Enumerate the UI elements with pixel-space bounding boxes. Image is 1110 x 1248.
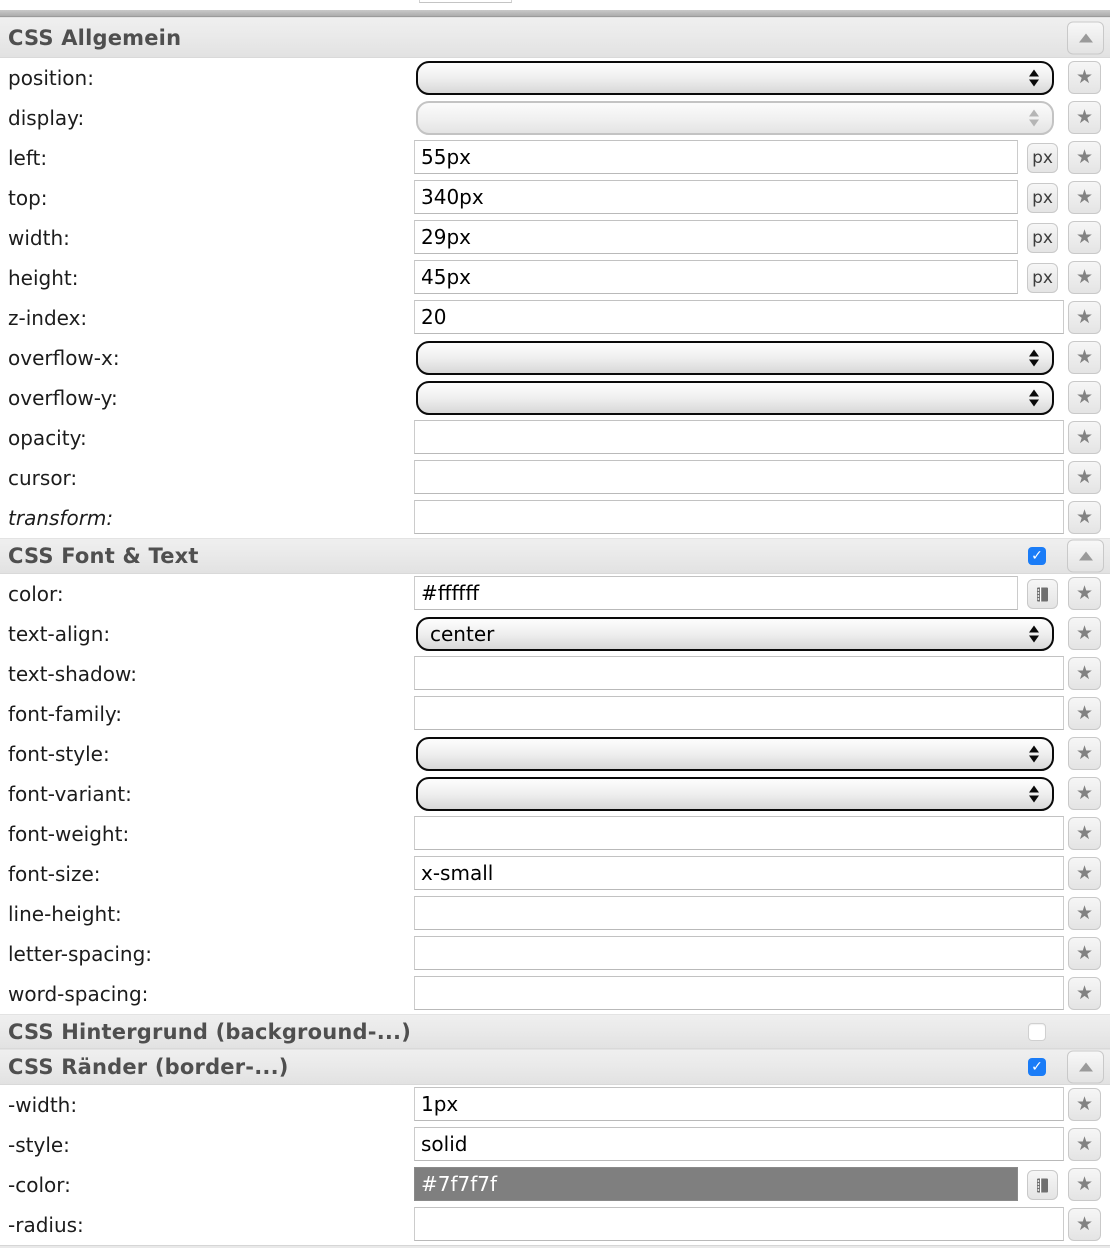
arrow-up-icon <box>1029 786 1039 793</box>
section-enable-checkbox[interactable] <box>1028 1023 1046 1041</box>
row-color <box>0 574 1110 614</box>
row-border-radius <box>0 1205 1110 1245</box>
arrow-down-icon <box>1029 796 1039 803</box>
section-header-css-r-nder-border-- <box>0 1049 1110 1085</box>
star-icon: ★ <box>1075 67 1094 88</box>
star-icon: ★ <box>1075 583 1094 604</box>
select-arrows-icon <box>1029 110 1039 127</box>
star-icon: ★ <box>1075 427 1094 448</box>
property-label-transform: transform: <box>8 506 114 530</box>
section-title: CSS Ränder (border-...) <box>8 1055 289 1079</box>
select-arrows-icon <box>1029 746 1039 763</box>
row-font-size <box>0 854 1110 894</box>
font-family-input[interactable] <box>414 696 1064 730</box>
width-input[interactable] <box>414 220 1018 254</box>
section-title: CSS Font & Text <box>8 544 199 568</box>
star-icon: ★ <box>1075 187 1094 208</box>
letter-spacing-input[interactable] <box>414 936 1064 970</box>
property-label-border-style: -style: <box>8 1133 70 1157</box>
font-weight-favorite-button[interactable] <box>1068 817 1101 850</box>
star-icon: ★ <box>1075 703 1094 724</box>
checkmark-icon: ✓ <box>1031 1059 1043 1075</box>
section-css-hintergrund-background-- <box>0 1014 1110 1049</box>
word-spacing-input[interactable] <box>414 976 1064 1010</box>
section-title: CSS Hintergrund (background-...) <box>8 1019 412 1044</box>
star-icon: ★ <box>1075 663 1094 684</box>
arrow-down-icon <box>1029 756 1039 763</box>
select-arrows-icon <box>1029 786 1039 803</box>
font-size-favorite-button[interactable] <box>1068 857 1101 890</box>
select-arrows-icon <box>1029 350 1039 367</box>
row-font-variant <box>0 774 1110 814</box>
section-collapse-button[interactable] <box>1067 1051 1104 1084</box>
row-letter-spacing <box>0 934 1110 974</box>
cursor-input[interactable] <box>414 460 1064 494</box>
font-variant-favorite-button[interactable] <box>1068 777 1101 810</box>
star-icon: ★ <box>1075 507 1094 528</box>
opacity-favorite-button[interactable] <box>1068 421 1101 454</box>
arrow-up-icon <box>1029 626 1039 633</box>
line-height-input[interactable] <box>414 896 1064 930</box>
star-icon: ★ <box>1075 943 1094 964</box>
property-label-opacity: opacity: <box>8 426 87 450</box>
star-icon: ★ <box>1075 1134 1094 1155</box>
position-favorite-button[interactable] <box>1068 61 1101 94</box>
color-swatch-icon <box>1034 586 1051 603</box>
star-icon: ★ <box>1075 623 1094 644</box>
star-icon: ★ <box>1075 863 1094 884</box>
border-width-favorite-button[interactable] <box>1068 1088 1101 1121</box>
color-input[interactable] <box>414 576 1018 610</box>
property-label-border-color: -color: <box>8 1173 71 1197</box>
row-word-spacing <box>0 974 1110 1014</box>
star-icon: ★ <box>1075 1174 1094 1195</box>
property-label-word-spacing: word-spacing: <box>8 982 149 1006</box>
star-icon: ★ <box>1075 743 1094 764</box>
border-color-favorite-button[interactable] <box>1068 1168 1101 1201</box>
row-position <box>0 58 1110 98</box>
row-top <box>0 178 1110 218</box>
star-icon: ★ <box>1075 227 1094 248</box>
width-unit-button[interactable]: px <box>1027 223 1058 253</box>
property-label-cursor: cursor: <box>8 466 78 490</box>
border-width-input[interactable] <box>414 1087 1064 1121</box>
chevron-up-icon <box>1079 33 1093 42</box>
property-label-overflow-x: overflow-x: <box>8 346 120 370</box>
left-favorite-button[interactable] <box>1068 141 1101 174</box>
row-cursor <box>0 458 1110 498</box>
star-icon: ★ <box>1075 347 1094 368</box>
property-label-color: color: <box>8 582 64 606</box>
height-input[interactable] <box>414 260 1018 294</box>
row-font-family <box>0 694 1110 734</box>
property-label-left: left: <box>8 146 48 170</box>
text-shadow-input[interactable] <box>414 656 1064 690</box>
select-arrows-icon <box>1029 626 1039 643</box>
row-border-color <box>0 1165 1110 1205</box>
section-css-font-text <box>0 538 1110 1014</box>
property-label-border-radius: -radius: <box>8 1213 84 1237</box>
font-weight-input[interactable] <box>414 816 1064 850</box>
star-icon: ★ <box>1075 267 1094 288</box>
text-align-select-value: center <box>430 622 495 646</box>
property-label-font-weight: font-weight: <box>8 822 130 846</box>
border-color-color-picker-button[interactable] <box>1027 1170 1058 1200</box>
arrow-down-icon <box>1029 120 1039 127</box>
top-unit-button[interactable]: px <box>1027 183 1058 213</box>
property-label-line-height: line-height: <box>8 902 122 926</box>
arrow-up-icon <box>1029 350 1039 357</box>
border-radius-favorite-button[interactable] <box>1068 1208 1101 1241</box>
property-label-z-index: z-index: <box>8 306 88 330</box>
star-icon: ★ <box>1075 1094 1094 1115</box>
arrow-up-icon <box>1029 70 1039 77</box>
section-header-css-font-text <box>0 538 1110 574</box>
font-variant-select[interactable] <box>416 777 1054 811</box>
row-line-height <box>0 894 1110 934</box>
overflow-x-favorite-button[interactable] <box>1068 341 1101 374</box>
star-icon: ★ <box>1075 307 1094 328</box>
left-unit-button[interactable]: px <box>1027 143 1058 173</box>
arrow-up-icon <box>1029 746 1039 753</box>
display-favorite-button[interactable] <box>1068 101 1101 134</box>
row-overflow-y <box>0 378 1110 418</box>
z-index-favorite-button[interactable] <box>1068 301 1101 334</box>
section-collapse-button[interactable] <box>1067 21 1104 54</box>
line-height-favorite-button[interactable] <box>1068 897 1101 930</box>
overflow-y-select[interactable] <box>416 381 1054 415</box>
arrow-up-icon <box>1029 390 1039 397</box>
property-label-height: height: <box>8 266 79 290</box>
property-label-width: width: <box>8 226 70 250</box>
arrow-down-icon <box>1029 636 1039 643</box>
text-align-favorite-button[interactable] <box>1068 617 1101 650</box>
row-border-width <box>0 1085 1110 1125</box>
property-label-position: position: <box>8 66 94 90</box>
property-label-border-width: -width: <box>8 1093 78 1117</box>
select-arrows-icon <box>1029 70 1039 87</box>
text-align-select[interactable] <box>416 617 1054 651</box>
property-label-overflow-y: overflow-y: <box>8 386 118 410</box>
star-icon: ★ <box>1075 387 1094 408</box>
row-text-align <box>0 614 1110 654</box>
border-style-favorite-button[interactable] <box>1068 1128 1101 1161</box>
letter-spacing-favorite-button[interactable] <box>1068 937 1101 970</box>
font-style-select[interactable] <box>416 737 1054 771</box>
word-spacing-favorite-button[interactable] <box>1068 977 1101 1010</box>
row-left <box>0 138 1110 178</box>
overflow-y-favorite-button[interactable] <box>1068 381 1101 414</box>
section-css-allgemein <box>0 17 1110 538</box>
star-icon: ★ <box>1075 147 1094 168</box>
row-z-index <box>0 298 1110 338</box>
star-icon: ★ <box>1075 823 1094 844</box>
star-icon: ★ <box>1075 467 1094 488</box>
border-style-input[interactable] <box>414 1127 1064 1161</box>
section-header-css-allgemein <box>0 17 1110 58</box>
star-icon: ★ <box>1075 1214 1094 1235</box>
top-favorite-button[interactable] <box>1068 181 1101 214</box>
width-favorite-button[interactable] <box>1068 221 1101 254</box>
position-select[interactable] <box>416 61 1054 95</box>
border-radius-input[interactable] <box>414 1207 1064 1241</box>
top-input[interactable] <box>414 180 1018 214</box>
cursor-favorite-button[interactable] <box>1068 461 1101 494</box>
chevron-up-icon <box>1079 1063 1093 1072</box>
text-shadow-favorite-button[interactable] <box>1068 657 1101 690</box>
property-label-text-align: text-align: <box>8 622 111 646</box>
overflow-x-select[interactable] <box>416 341 1054 375</box>
select-arrows-icon <box>1029 390 1039 407</box>
star-icon: ★ <box>1075 783 1094 804</box>
display-select <box>416 101 1054 135</box>
property-label-letter-spacing: letter-spacing: <box>8 942 153 966</box>
star-icon: ★ <box>1075 107 1094 128</box>
row-font-style <box>0 734 1110 774</box>
section-collapse-button[interactable] <box>1067 540 1104 573</box>
font-family-favorite-button[interactable] <box>1068 697 1101 730</box>
row-height <box>0 258 1110 298</box>
transform-input[interactable] <box>414 500 1064 534</box>
property-label-text-shadow: text-shadow: <box>8 662 137 686</box>
row-opacity <box>0 418 1110 458</box>
height-unit-button[interactable]: px <box>1027 263 1058 293</box>
color-swatch-icon <box>1034 1177 1051 1194</box>
section-css-r-nder-border-- <box>0 1049 1110 1245</box>
star-icon: ★ <box>1075 983 1094 1004</box>
left-input[interactable] <box>414 140 1018 174</box>
row-display <box>0 98 1110 138</box>
arrow-down-icon <box>1029 400 1039 407</box>
cropped-input-edge <box>419 0 512 3</box>
arrow-down-icon <box>1029 80 1039 87</box>
arrow-down-icon <box>1029 360 1039 367</box>
chevron-up-icon <box>1079 552 1093 561</box>
property-label-font-family: font-family: <box>8 702 123 726</box>
z-index-input[interactable] <box>414 300 1064 334</box>
arrow-up-icon <box>1029 110 1039 117</box>
height-favorite-button[interactable] <box>1068 261 1101 294</box>
section-title: CSS Allgemein <box>8 25 182 50</box>
row-text-shadow <box>0 654 1110 694</box>
color-favorite-button[interactable] <box>1068 577 1101 610</box>
section-enable-checkbox[interactable] <box>1028 1058 1046 1076</box>
font-size-input[interactable] <box>414 856 1064 890</box>
row-width <box>0 218 1110 258</box>
star-icon: ★ <box>1075 903 1094 924</box>
section-header-css-hintergrund-background-- <box>0 1014 1110 1049</box>
section-enable-checkbox[interactable] <box>1028 547 1046 565</box>
border-color-input[interactable] <box>414 1167 1018 1201</box>
property-label-top: top: <box>8 186 48 210</box>
sections-container <box>0 17 1110 1245</box>
transform-favorite-button[interactable] <box>1068 501 1101 534</box>
color-color-picker-button[interactable] <box>1027 579 1058 609</box>
row-font-weight <box>0 814 1110 854</box>
opacity-input[interactable] <box>414 420 1064 454</box>
font-style-favorite-button[interactable] <box>1068 737 1101 770</box>
row-border-style <box>0 1125 1110 1165</box>
property-label-font-style: font-style: <box>8 742 110 766</box>
cropped-top-area <box>0 0 1110 10</box>
row-overflow-x <box>0 338 1110 378</box>
row-transform <box>0 498 1110 538</box>
property-label-font-size: font-size: <box>8 862 101 886</box>
checkmark-icon: ✓ <box>1031 548 1043 564</box>
property-label-font-variant: font-variant: <box>8 782 132 806</box>
panel-divider-bar <box>0 10 1110 17</box>
property-label-display: display: <box>8 106 85 130</box>
